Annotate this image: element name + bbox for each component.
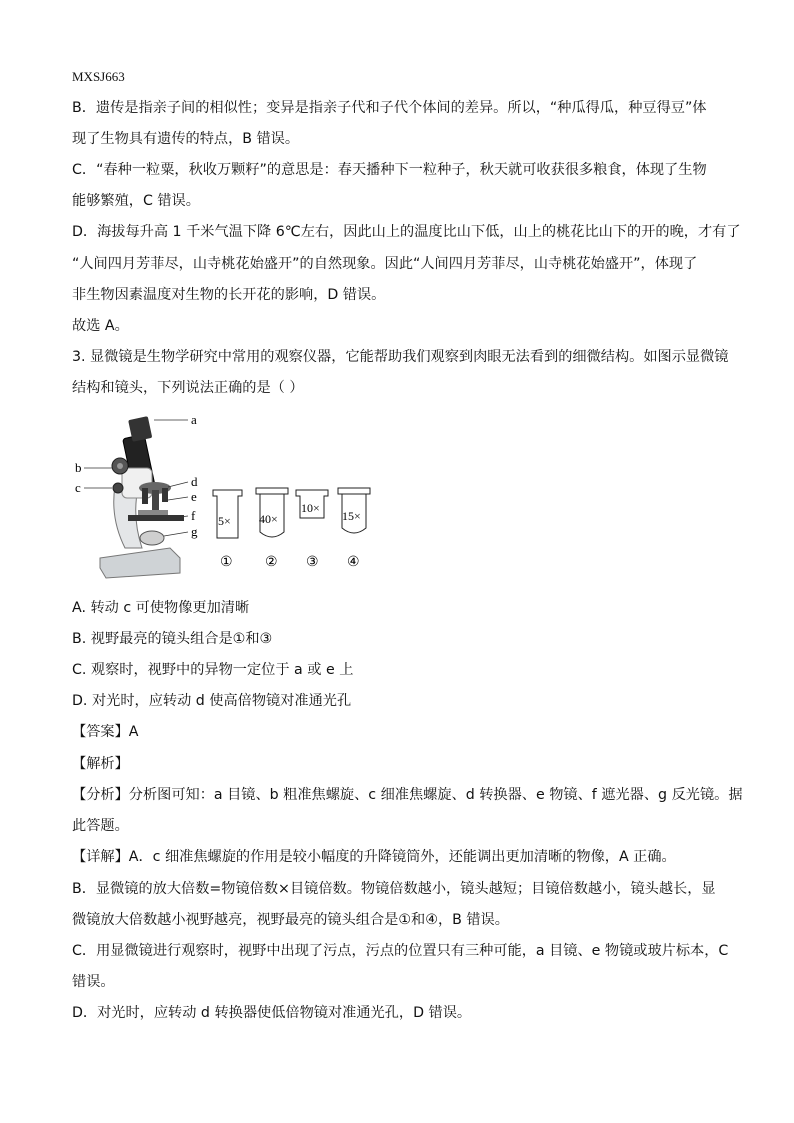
text-line: 能够繁殖，C 错误。 [72,193,200,209]
answer-line [72,722,138,742]
text-line: D．海拔每升高 1 千米气温下降 6℃左右，因此山上的温度比山下低，山上的桃花比山下的开的晚，才有了 [72,224,741,240]
option-d: D. 对光时，应转动 d 使高倍物镜对准通光孔 [72,693,352,709]
option-b: B. 视野最亮的镜头组合是①和③ [72,631,273,647]
question-stem: 结构和镜头，下列说法正确的是（ ） [72,380,304,396]
text-line: 非生物因素温度对生物的长开花的影响，D 错误。 [72,287,386,303]
label-f: f [191,508,196,523]
lens-1-num: ① [220,555,233,570]
answer-tag: 【答案】 [72,724,129,740]
detail-line: C．用显微镜进行观察时，视野中出现了污点，污点的位置只有三种可能，a 目镜、e 物镜或玻片标本，C [72,943,729,959]
lens-4-mag: 15× [342,509,361,523]
fenxi-cont: 此答题。 [72,818,129,834]
text-line: “人间四月芳菲尽，山寺桃花始盛开”的自然现象。因此“人间四月芳菲尽，山寺桃花始盛开”，体现了 [72,256,698,272]
lens-1-mag: 5× [218,514,231,528]
option-a: A. 转动 c 可使物像更加清晰 [72,600,250,616]
lens-3-mag: 10× [301,501,320,515]
label-g: g [191,524,198,539]
xiangjie-tag: 【详解】 [72,849,129,865]
detail-line: 微镜放大倍数越小视野越亮，视野最亮的镜头组合是①和④，B 错误。 [72,912,509,928]
fenxi-line [72,785,743,805]
option-c: C. 观察时，视野中的异物一定位于 a 或 e 上 [72,662,354,678]
microscope-figure [70,408,390,588]
detail-line: 错误。 [72,974,115,990]
text-line: 故选 A。 [72,318,129,334]
lens-2-num: ② [265,555,278,570]
text-line: 现了生物具有遗传的特点，B 错误。 [72,131,300,147]
lens-4-num: ④ [347,555,360,570]
detail-line: B．显微镜的放大倍数=物镜倍数×目镜倍数。物镜倍数越小，镜头越短；目镜倍数越小，镜头越长，显 [72,881,716,897]
label-c: c [75,480,81,495]
lens-2-mag: 40× [259,512,278,526]
analysis-tag: 【解析】 [72,756,129,772]
text-line: C．“春种一粒粟，秋收万颗籽”的意思是：春天播种下一粒种子，秋天就可收获很多粮食，体现了生物 [72,162,707,178]
xiangjie-line [72,847,676,867]
lens-3-num: ③ [306,555,319,570]
answer-value: A [128,724,139,740]
label-b: b [75,460,82,475]
fenxi-text: 分析图可知：a 目镜、b 粗准焦螺旋、c 细准焦螺旋、d 转换器、e 物镜、f 遮光器、g 反光镜。据 [128,787,743,803]
microscope-diagram [70,408,390,588]
xiangjie-text: A．c 细准焦螺旋的作用是较小幅度的升降镜筒外，还能调出更加清晰的物像，A 正确。 [128,849,676,865]
text-line: B．遗传是指亲子间的相似性；变异是指亲子代和子代个体间的差异。所以，“种瓜得瓜，种豆得豆”体 [72,100,707,116]
label-d: d [191,474,198,489]
fenxi-tag: 【分析】 [72,787,129,803]
question-stem: 3. 显微镜是生物学研究中常用的观察仪器，它能帮助我们观察到肉眼无法看到的细微结构。如图示显微镜 [72,349,729,365]
label-a: a [191,412,197,427]
label-e: e [191,489,197,504]
detail-line: D．对光时，应转动 d 转换器使低倍物镜对准通光孔，D 错误。 [72,1005,472,1021]
header-code: MXSJ663 [72,69,125,84]
